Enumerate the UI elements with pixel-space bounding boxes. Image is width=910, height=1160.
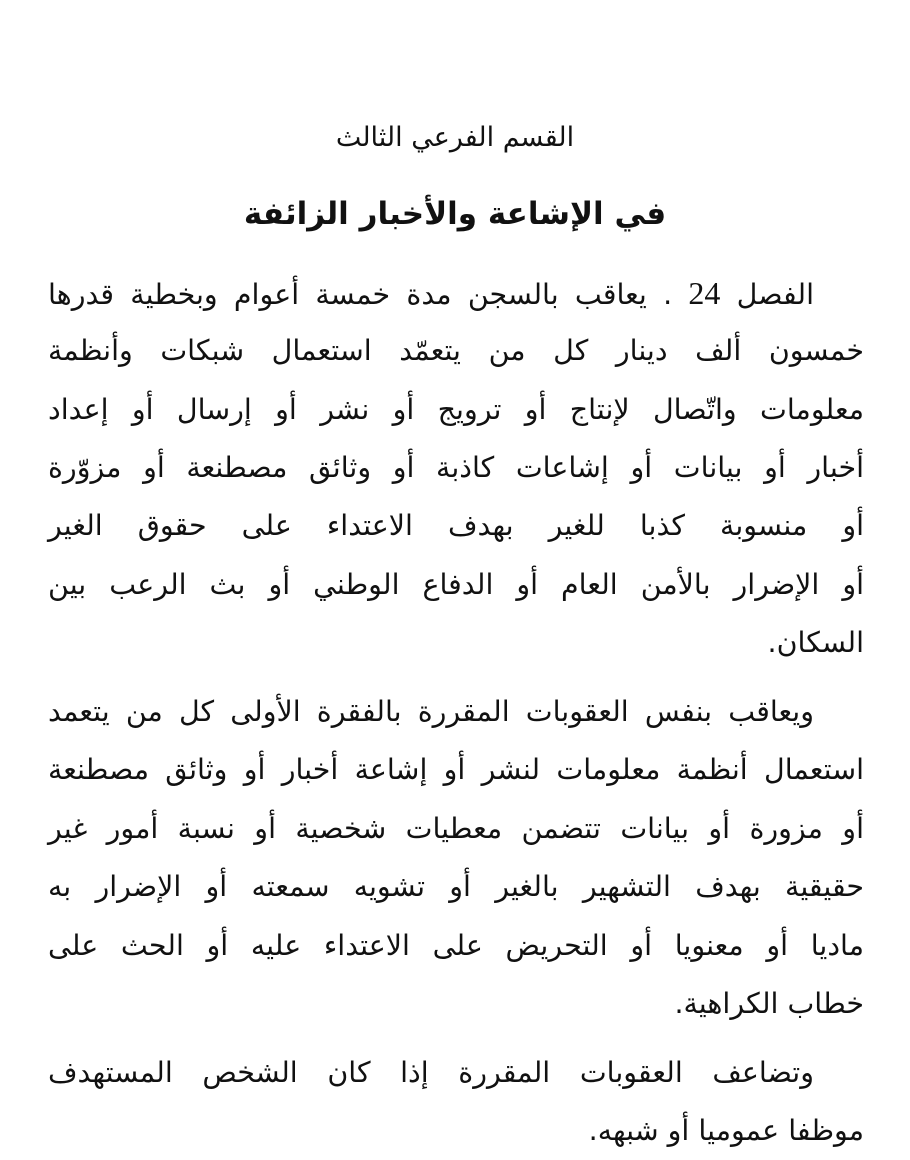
article-first-line xyxy=(48,272,814,316)
paragraph3-line: موظفا عموميا أو شبهه. xyxy=(588,1114,864,1147)
paragraph1-line: خمسون ألف دينار كل من يتعمّد استعمال شبكات وأنظمة xyxy=(48,334,864,367)
paragraph2-line: حقيقية بهدف التشهير بالغير أو تشويه سمعته أو الإضرار به xyxy=(48,870,864,903)
paragraph1-line: معلومات واتّصال لإنتاج أو ترويج أو نشر أو إرسال أو إعداد xyxy=(48,393,864,426)
section-subtitle: القسم الفرعي الثالث xyxy=(335,122,575,153)
paragraph1-line: أو الإضرار بالأمن العام أو الدفاع الوطني أو بث الرعب بين xyxy=(48,568,864,601)
paragraph1-line: السكان. xyxy=(767,626,864,659)
article-label: الفصل xyxy=(736,278,814,311)
paragraph2-line: استعمال أنظمة معلومات لنشر أو إشاعة أخبار أو وثائق مصطنعة xyxy=(48,753,864,786)
article-number: 24 xyxy=(688,275,721,311)
paragraph2-line: خطاب الكراهية. xyxy=(674,987,864,1020)
paragraph2-line: ماديا أو معنويا أو التحريض على الاعتداء عليه أو الحث على xyxy=(48,929,864,962)
paragraph2-line: أو مزورة أو بيانات تتضمن معطيات شخصية أو نسبة أمور غير xyxy=(48,812,864,845)
paragraph2-line: ويعاقب بنفس العقوبات المقررة بالفقرة الأولى كل من يتعمد xyxy=(48,695,814,728)
paragraph3-line: وتضاعف العقوبات المقررة إذا كان الشخص المستهدف xyxy=(48,1056,814,1089)
article-intro: . يعاقب بالسجن مدة خمسة أعوام وبخطية قدرها xyxy=(48,278,673,311)
section-title: في الإشاعة والأخبار الزائفة xyxy=(243,196,667,232)
paragraph1-line: أخبار أو بيانات أو إشاعات كاذبة أو وثائق مصطنعة أو مزوّرة xyxy=(48,451,864,484)
paragraph1-line: أو منسوبة كذبا للغير بهدف الاعتداء على حقوق الغير xyxy=(48,509,864,542)
